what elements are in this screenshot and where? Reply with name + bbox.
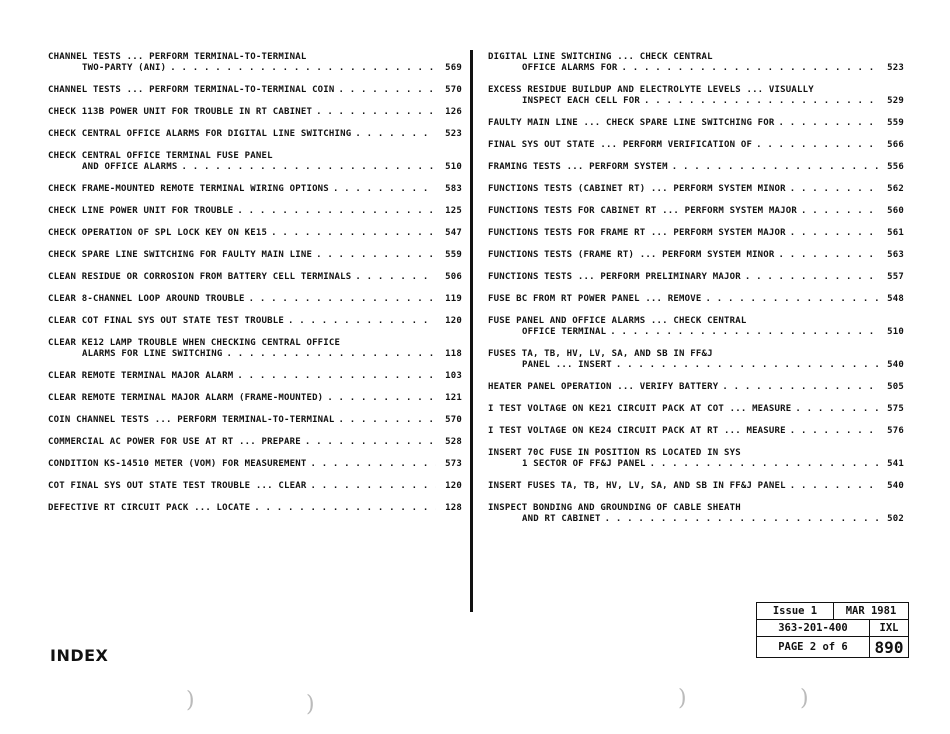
- entry-text: CLEAR 8-CHANNEL LOOP AROUND TROUBLE: [48, 294, 245, 304]
- entry-text: HEATER PANEL OPERATION ... VERIFY BATTERY: [488, 382, 719, 392]
- entry-text: FUNCTIONS TESTS (FRAME RT) ... PERFORM SYSTEM MINOR: [488, 250, 775, 260]
- entry-text: INSPECT EACH CELL FOR: [522, 96, 640, 106]
- entry-text: COT FINAL SYS OUT STATE TEST TROUBLE ... CLEAR: [48, 481, 307, 491]
- dot-leader: [254, 503, 436, 514]
- entry-text: COMMERCIAL AC POWER FOR USE AT RT ... PREPARE: [48, 437, 301, 447]
- entry-text: DIGITAL LINE SWITCHING ... CHECK CENTRAL: [488, 52, 713, 62]
- entry-text: AND RT CABINET: [522, 514, 601, 524]
- entry-text: FRAMING TESTS ... PERFORM SYSTEM: [488, 162, 668, 172]
- dot-leader: [170, 63, 436, 74]
- entry-page-number: 541: [887, 459, 904, 469]
- index-entry: [488, 481, 904, 492]
- index-entry: [48, 316, 462, 327]
- dot-leader: [288, 316, 436, 327]
- entry-page-number: 118: [445, 349, 462, 359]
- entry-text: FUSE BC FROM RT POWER PANEL ... REMOVE: [488, 294, 702, 304]
- entry-text: INSPECT BONDING AND GROUNDING OF CABLE SHEATH: [488, 503, 741, 513]
- dot-leader: [339, 415, 436, 426]
- index-entry: [488, 349, 904, 371]
- entry-page-number: 583: [445, 184, 462, 194]
- index-entry: [48, 228, 462, 239]
- entry-text: ALARMS FOR LINE SWITCHING: [82, 349, 223, 359]
- issue-number: Issue 1: [757, 603, 834, 619]
- index-entry: [488, 140, 904, 151]
- index-entry: [488, 448, 904, 470]
- index-entry: [48, 129, 462, 140]
- index-entry: [48, 151, 462, 173]
- index-entry: [48, 338, 462, 360]
- index-entry: [488, 426, 904, 437]
- entry-text: FUSES TA, TB, HV, LV, SA, AND SB IN FF&J: [488, 349, 713, 359]
- entry-text: OFFICE TERMINAL: [522, 327, 607, 337]
- entry-page-number: 510: [887, 327, 904, 337]
- entry-text: CONDITION KS-14510 METER (VOM) FOR MEASUREMENT: [48, 459, 307, 469]
- dot-leader: [327, 393, 436, 404]
- entry-page-number: 576: [887, 426, 904, 436]
- page-number: 890: [874, 637, 904, 657]
- entry-text: CHANNEL TESTS ... PERFORM TERMINAL-TO-TERMINAL: [48, 52, 307, 62]
- dot-leader: [779, 250, 878, 261]
- index-entry: [488, 228, 904, 239]
- entry-page-number: 505: [887, 382, 904, 392]
- entry-text: AND OFFICE ALARMS: [82, 162, 178, 172]
- entry-text: FUNCTIONS TESTS FOR CABINET RT ... PERFORM SYSTEM MAJOR: [488, 206, 798, 216]
- entry-page-number: 570: [445, 415, 462, 425]
- entry-text: CLEAR REMOTE TERMINAL MAJOR ALARM: [48, 371, 234, 381]
- column-divider: [470, 50, 473, 612]
- entry-page-number: 559: [887, 118, 904, 128]
- dot-leader: [310, 481, 436, 492]
- entry-text: FUNCTIONS TESTS ... PERFORM PRELIMINARY MAJOR: [488, 272, 741, 282]
- dot-leader: [706, 294, 878, 305]
- index-entry: [488, 118, 904, 129]
- scan-mark: ): [678, 686, 687, 711]
- entry-page-number: 126: [445, 107, 462, 117]
- index-entry: [48, 52, 462, 74]
- entry-page-number: 125: [445, 206, 462, 216]
- entry-page-number: 540: [887, 360, 904, 370]
- entry-text: CHECK SPARE LINE SWITCHING FOR FAULTY MAIN LINE: [48, 250, 313, 260]
- dot-leader: [616, 360, 878, 371]
- entry-page-number: 557: [887, 272, 904, 282]
- index-entry: [488, 294, 904, 305]
- entry-page-number: 103: [445, 371, 462, 381]
- entry-page-number: 119: [445, 294, 462, 304]
- entry-page-number: 548: [887, 294, 904, 304]
- entry-page-number: 570: [445, 85, 462, 95]
- entry-text: CLEAN RESIDUE OR CORROSION FROM BATTERY CELL TERMINALS: [48, 272, 352, 282]
- entry-text: PANEL ... INSERT: [522, 360, 612, 370]
- entry-page-number: 529: [887, 96, 904, 106]
- dot-leader: [745, 272, 878, 283]
- entry-text: COIN CHANNEL TESTS ... PERFORM TERMINAL-TO-TERMINAL: [48, 415, 335, 425]
- entry-text: 1 SECTOR OF FF&J PANEL: [522, 459, 646, 469]
- entry-text: INSERT FUSES TA, TB, HV, LV, SA, AND SB IN FF&J PANEL: [488, 481, 786, 491]
- entry-page-number: 523: [887, 63, 904, 73]
- entry-page-number: 120: [445, 481, 462, 491]
- entry-page-number: 561: [887, 228, 904, 238]
- index-entry: [48, 294, 462, 305]
- index-entry: [48, 437, 462, 448]
- entry-page-number: 121: [445, 393, 462, 403]
- entry-text: CHECK 113B POWER UNIT FOR TROUBLE IN RT CABINET: [48, 107, 313, 117]
- entry-text: CHECK OPERATION OF SPL LOCK KEY ON KE15: [48, 228, 268, 238]
- index-entry: [488, 272, 904, 283]
- entry-text: FAULTY MAIN LINE ... CHECK SPARE LINE SWITCHING FOR: [488, 118, 775, 128]
- dot-leader: [790, 481, 878, 492]
- dot-leader: [333, 184, 436, 195]
- entry-text: I TEST VOLTAGE ON KE24 CIRCUIT PACK AT RT ... MEASURE: [488, 426, 786, 436]
- entry-page-number: 502: [887, 514, 904, 524]
- dot-leader: [672, 162, 878, 173]
- entry-page-number: 528: [445, 437, 462, 447]
- dot-leader: [795, 404, 878, 415]
- dot-leader: [249, 294, 436, 305]
- entry-text: CLEAR COT FINAL SYS OUT STATE TEST TROUBLE: [48, 316, 284, 326]
- index-entry: [48, 107, 462, 118]
- index-entry: [488, 85, 904, 107]
- entry-text: FUSE PANEL AND OFFICE ALARMS ... CHECK CENTRAL: [488, 316, 747, 326]
- dot-leader: [355, 272, 436, 283]
- index-column-left: [48, 52, 462, 525]
- entry-page-number: 510: [445, 162, 462, 172]
- dot-leader: [644, 96, 878, 107]
- entry-text: CLEAR KE12 LAMP TROUBLE WHEN CHECKING CENTRAL OFFICE: [48, 338, 341, 348]
- entry-text: CHECK CENTRAL OFFICE ALARMS FOR DIGITAL LINE SWITCHING: [48, 129, 352, 139]
- entry-page-number: 128: [445, 503, 462, 513]
- entry-page-number: 540: [887, 481, 904, 491]
- entry-text: OFFICE ALARMS FOR: [522, 63, 618, 73]
- dot-leader: [650, 459, 878, 470]
- entry-page-number: 562: [887, 184, 904, 194]
- dot-leader: [790, 184, 878, 195]
- entry-text: EXCESS RESIDUE BUILDUP AND ELECTROLYTE LEVELS ... VISUALLY: [488, 85, 814, 95]
- entry-text: FUNCTIONS TESTS (CABINET RT) ... PERFORM SYSTEM MINOR: [488, 184, 786, 194]
- index-column-right: [488, 52, 904, 536]
- doc-number: 363-201-400: [757, 620, 870, 636]
- index-entry: [488, 162, 904, 173]
- index-entry: [488, 382, 904, 393]
- index-title: INDEX: [50, 646, 109, 665]
- entry-page-number: 556: [887, 162, 904, 172]
- dot-leader: [622, 63, 878, 74]
- dot-leader: [310, 459, 436, 470]
- dot-leader: [790, 426, 878, 437]
- index-entry: [488, 250, 904, 261]
- dot-leader: [355, 129, 436, 140]
- dot-leader: [756, 140, 878, 151]
- entry-text: TWO-PARTY (ANI): [82, 63, 167, 73]
- index-entry: [488, 404, 904, 415]
- dot-leader: [722, 382, 878, 393]
- entry-text: CHANNEL TESTS ... PERFORM TERMINAL-TO-TERMINAL COIN: [48, 85, 335, 95]
- index-entry: [48, 393, 462, 404]
- entry-text: CLEAR REMOTE TERMINAL MAJOR ALARM (FRAME-MOUNTED): [48, 393, 324, 403]
- index-entry: [48, 415, 462, 426]
- dot-leader: [801, 206, 878, 217]
- page-of: PAGE 2 of 6: [757, 637, 870, 657]
- index-entry: [48, 503, 462, 514]
- entry-page-number: 120: [445, 316, 462, 326]
- entry-page-number: 560: [887, 206, 904, 216]
- dot-leader: [305, 437, 436, 448]
- index-entry: [48, 250, 462, 261]
- dot-leader: [339, 85, 436, 96]
- index-entry: [48, 371, 462, 382]
- index-entry: [48, 85, 462, 96]
- dot-leader: [779, 118, 878, 129]
- index-entry: [488, 206, 904, 217]
- entry-text: DEFECTIVE RT CIRCUIT PACK ... LOCATE: [48, 503, 251, 513]
- dot-leader: [316, 250, 436, 261]
- dot-leader: [610, 327, 878, 338]
- dot-leader: [605, 514, 878, 525]
- entry-page-number: 506: [445, 272, 462, 282]
- entry-text: FUNCTIONS TESTS FOR FRAME RT ... PERFORM SYSTEM MAJOR: [488, 228, 786, 238]
- entry-text: CHECK CENTRAL OFFICE TERMINAL FUSE PANEL: [48, 151, 273, 161]
- entry-text: CHECK LINE POWER UNIT FOR TROUBLE: [48, 206, 234, 216]
- index-entry: [48, 459, 462, 470]
- entry-text: FINAL SYS OUT STATE ... PERFORM VERIFICATION OF: [488, 140, 753, 150]
- index-entry: [488, 316, 904, 338]
- entry-page-number: 566: [887, 140, 904, 150]
- dot-leader: [271, 228, 436, 239]
- scan-mark: ): [186, 688, 195, 713]
- entry-text: CHECK FRAME-MOUNTED REMOTE TERMINAL WIRING OPTIONS: [48, 184, 329, 194]
- dot-leader: [182, 162, 436, 173]
- dot-leader: [237, 371, 436, 382]
- dot-leader: [316, 107, 436, 118]
- index-entry: [48, 481, 462, 492]
- index-entry: [48, 206, 462, 217]
- entry-page-number: 569: [445, 63, 462, 73]
- entry-page-number: 523: [445, 129, 462, 139]
- index-entry: [48, 272, 462, 283]
- section-code: IXL: [879, 622, 899, 634]
- index-entry: [488, 52, 904, 74]
- entry-page-number: 563: [887, 250, 904, 260]
- index-entry: [488, 503, 904, 525]
- index-entry: [488, 184, 904, 195]
- scan-mark: ): [306, 692, 315, 717]
- index-entry: [48, 184, 462, 195]
- issue-box: [756, 602, 909, 658]
- entry-text: I TEST VOLTAGE ON KE21 CIRCUIT PACK AT COT ... MEASURE: [488, 404, 792, 414]
- entry-page-number: 547: [445, 228, 462, 238]
- entry-page-number: 559: [445, 250, 462, 260]
- entry-text: INSERT 70C FUSE IN POSITION RS LOCATED IN SYS: [488, 448, 741, 458]
- entry-page-number: 575: [887, 404, 904, 414]
- dot-leader: [790, 228, 878, 239]
- issue-date: MAR 1981: [845, 605, 897, 617]
- dot-leader: [226, 349, 436, 360]
- scan-mark: ): [800, 686, 809, 711]
- dot-leader: [237, 206, 436, 217]
- entry-page-number: 573: [445, 459, 462, 469]
